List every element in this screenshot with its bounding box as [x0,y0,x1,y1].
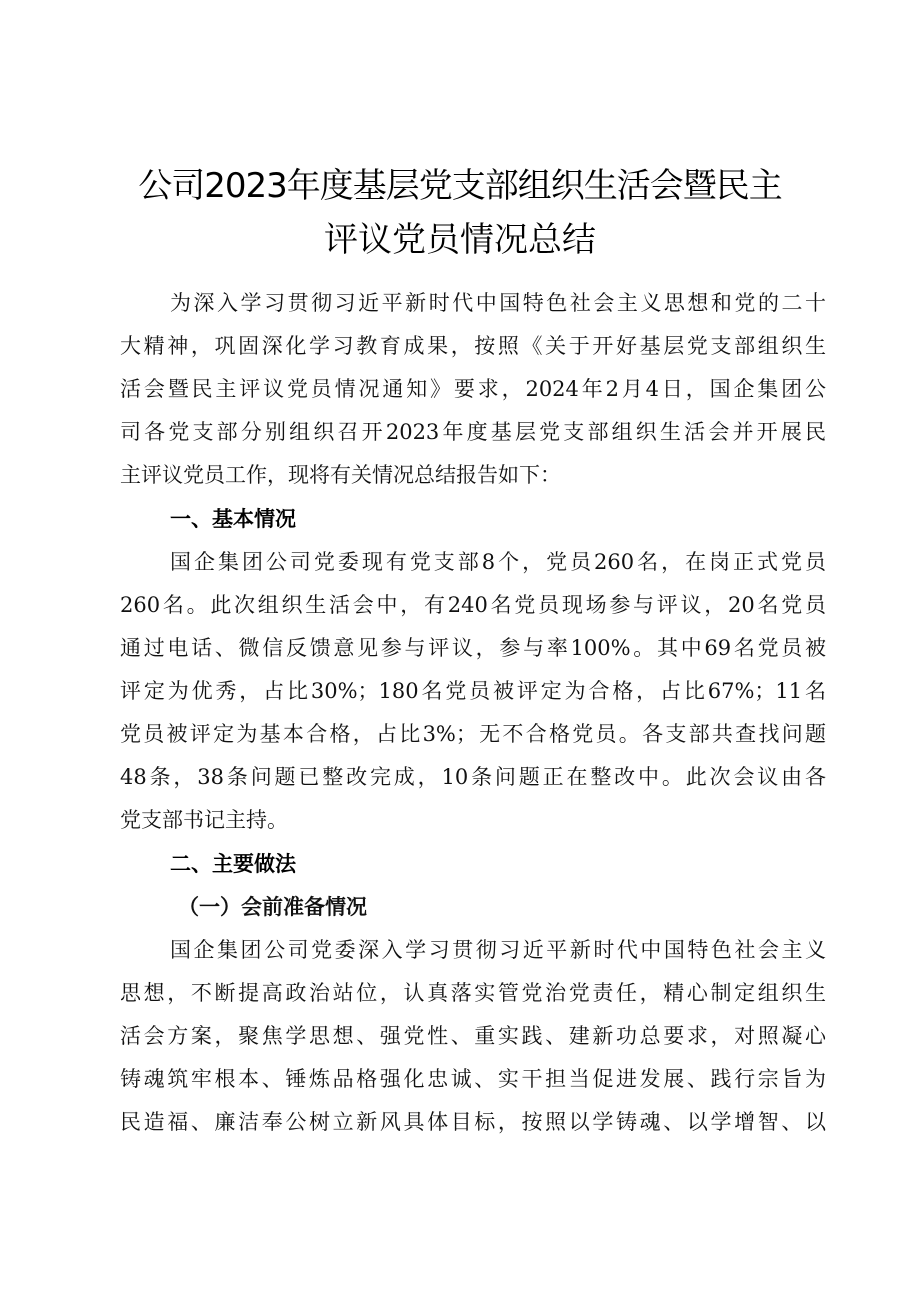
section-2-subheading-1: （一）会前准备情况 [178,894,367,919]
intro-line-4: 司各党支部分别组织召开2023年度基层党支部组织生活会并开展民 [120,420,826,444]
section-1-line-5: 党员被评定为基本合格，占比3%；无不合格党员。各支部共查找问题 [120,722,826,746]
section-2-sub-1-line-2: 思想，不断提高政治站位，认真落实管党治党责任，精心制定组织生 [120,981,826,1005]
section-1-heading: 一、基本情况 [170,507,296,531]
section-1-line-6: 48条，38条问题已整改完成，10条问题正在整改中。此次会议由各 [120,765,826,789]
intro-line-3: 活会暨民主评议党员情况通知》要求，2024年2月4日，国企集团公 [120,377,826,401]
intro-line-2: 大精神，巩固深化学习教育成果，按照《关于开好基层党支部组织生 [120,334,826,358]
section-1-line-1: 国企集团公司党委现有党支部8个，党员260名，在岗正式党员 [170,550,826,574]
section-1-line-3: 通过电话、微信反馈意见参与评议，参与率100%。其中69名党员被 [120,636,826,660]
document-title-line-1: 公司2023年度基层党支部组织生活会暨民主 [138,166,782,206]
section-2-sub-1-line-1: 国企集团公司党委深入学习贯彻习近平新时代中国特色社会主义 [170,938,826,962]
intro-line-1: 为深入学习贯彻习近平新时代中国特色社会主义思想和党的二十 [170,291,826,315]
document-title-line-2: 评议党员情况总结 [324,220,596,260]
section-2-sub-1-line-4: 铸魂筑牢根本、锤炼品格强化忠诚、实干担当促进发展、践行宗旨为 [120,1067,826,1091]
section-1-line-2: 260名。此次组织生活会中，有240名党员现场参与评议，20名党员 [120,593,826,617]
section-2-heading: 二、主要做法 [170,852,296,876]
section-1-line-4: 评定为优秀，占比30%；180名党员被评定为合格，占比67%；11名 [120,679,826,703]
intro-line-5: 主评议党员工作，现将有关情况总结报告如下： [120,463,561,487]
section-1-line-7: 党支部书记主持。 [120,808,288,832]
section-2-sub-1-line-3: 活会方案，聚焦学思想、强党性、重实践、建新功总要求，对照凝心 [120,1024,826,1048]
section-2-sub-1-line-5: 民造福、廉洁奉公树立新风具体目标，按照以学铸魂、以学增智、以 [120,1110,826,1134]
